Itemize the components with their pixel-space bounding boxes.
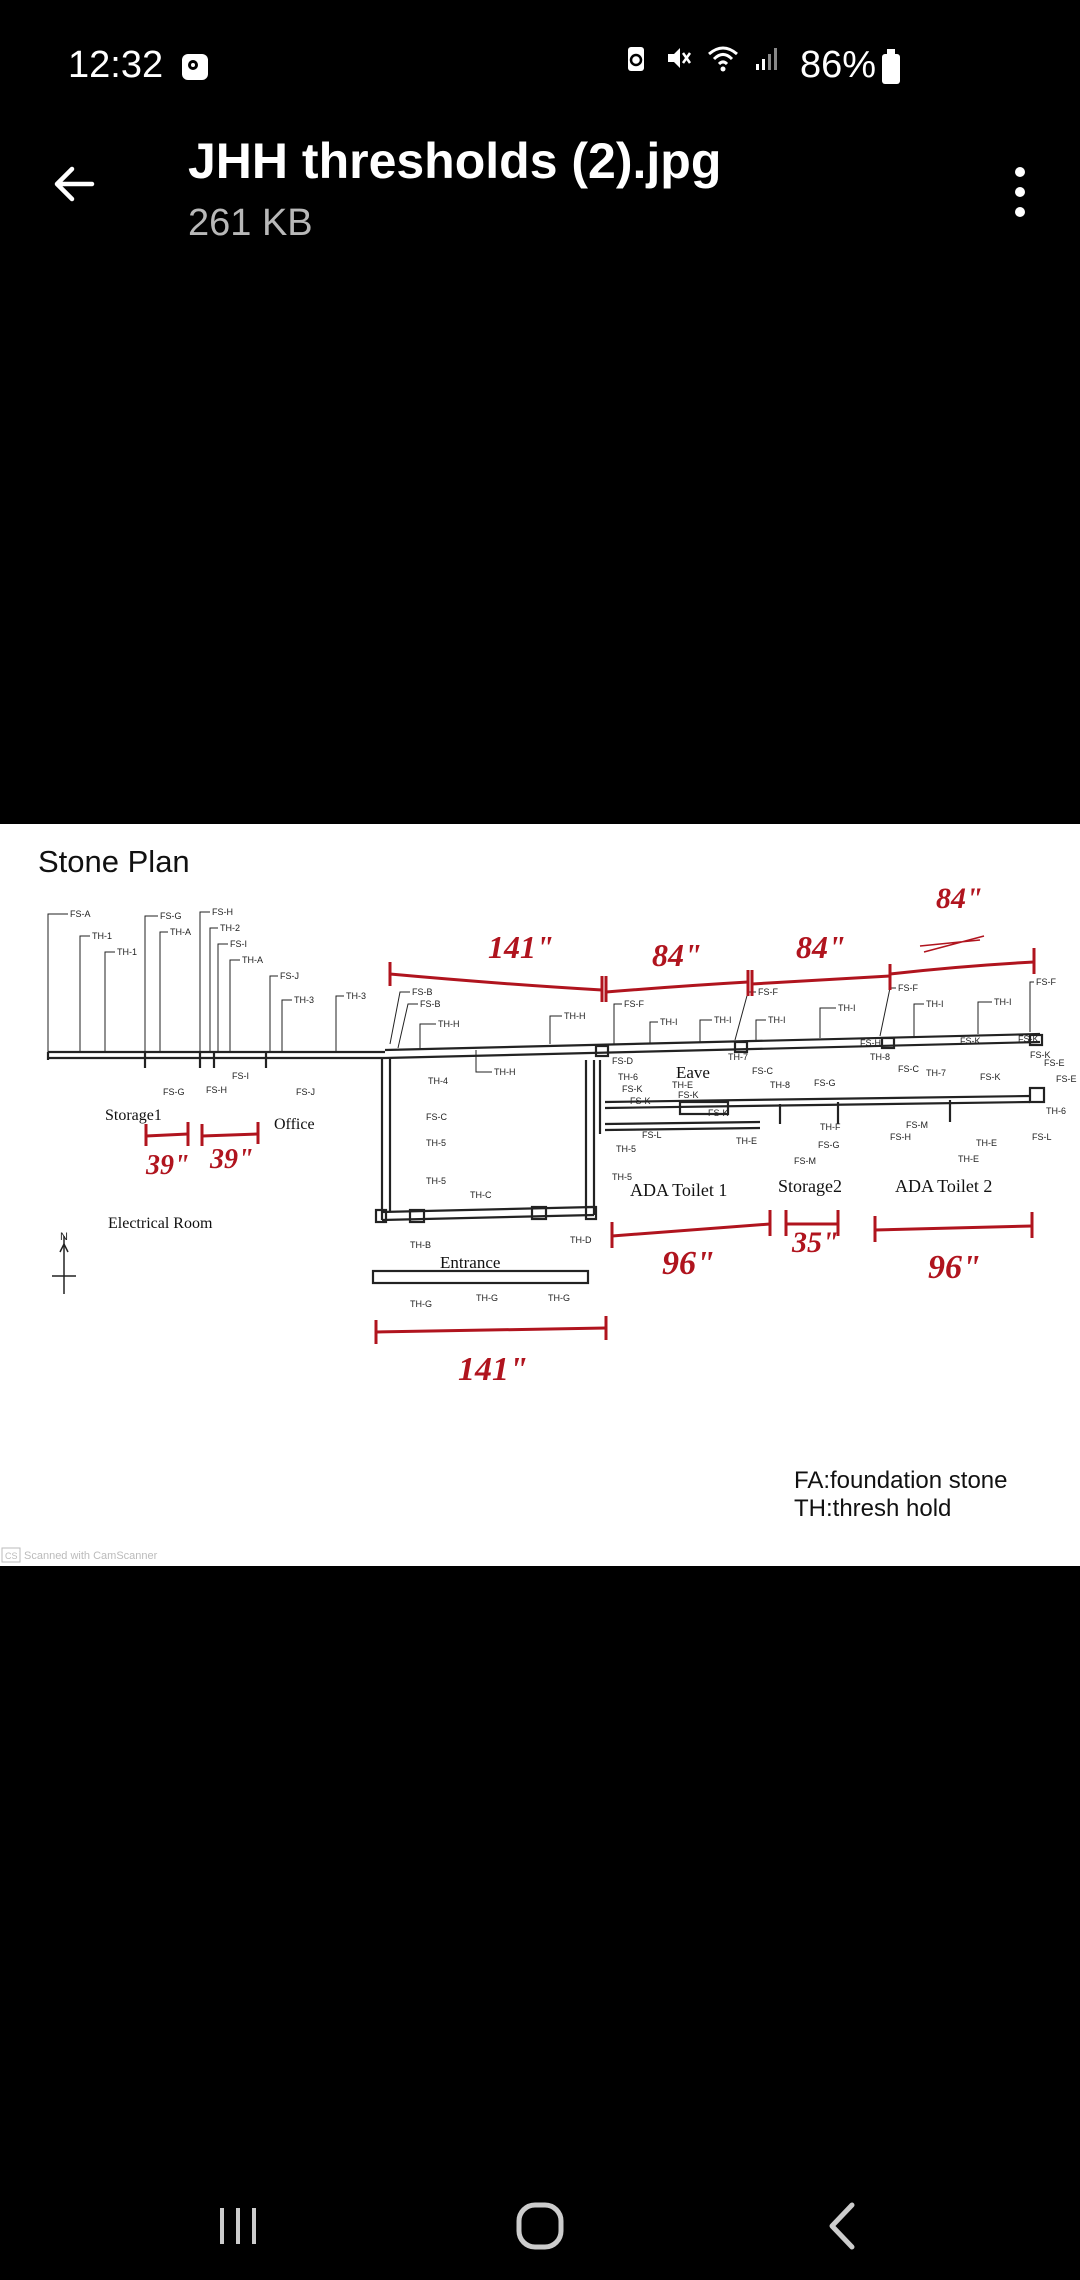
tag: TH-H	[564, 1011, 586, 1021]
tag: FS-K	[1018, 1034, 1039, 1044]
tag: FS-F	[1036, 977, 1056, 987]
tag: TH-4	[428, 1076, 448, 1086]
tag: TH-I	[768, 1015, 786, 1025]
tag: TH-A	[242, 955, 263, 965]
tag: TH-G	[548, 1293, 570, 1303]
tag: TH-A	[170, 927, 191, 937]
tag: FS-H	[212, 907, 233, 917]
tag: FS-C	[426, 1112, 447, 1122]
tag: TH-E	[976, 1138, 997, 1148]
measure-96-b: 96"	[928, 1249, 981, 1286]
tag: TH-7	[926, 1068, 946, 1078]
tag: TH-1	[92, 931, 112, 941]
measure-84-a: 84"	[652, 937, 702, 973]
home-icon	[515, 2201, 565, 2251]
signal-icon	[754, 44, 782, 72]
home-button[interactable]	[500, 2190, 580, 2262]
room-eave: Eave	[676, 1063, 710, 1082]
tag: FS-F	[898, 983, 918, 993]
tag: FS-K	[622, 1084, 643, 1094]
tag: FS-E	[1056, 1074, 1077, 1084]
tag: TH-5	[426, 1138, 446, 1148]
status-icons	[622, 44, 782, 72]
tag: TH-E	[672, 1080, 693, 1090]
tag: TH-3	[294, 995, 314, 1005]
tag: FS-J	[280, 971, 299, 981]
measure-39-b: 39"	[210, 1144, 254, 1175]
status-bar	[0, 0, 1080, 140]
measure-96-a: 96"	[662, 1245, 715, 1282]
tag: TH-F	[820, 1122, 841, 1132]
measure-35: 35"	[792, 1226, 839, 1259]
tag: FS-H	[206, 1085, 227, 1095]
room-ada-toilet-2: ADA Toilet 2	[895, 1176, 993, 1196]
room-storage2: Storage2	[778, 1176, 842, 1196]
recents-icon	[216, 2204, 260, 2248]
tag: TH-5	[426, 1176, 446, 1186]
tag: FS-K	[1030, 1050, 1051, 1060]
room-storage1: Storage1	[105, 1107, 162, 1124]
north-label: N	[60, 1231, 68, 1243]
tag: FS-H	[890, 1132, 911, 1142]
tag: TH-H	[438, 1019, 460, 1029]
tag: TH-5	[612, 1172, 632, 1182]
scanner-logo: CS	[5, 1551, 18, 1561]
file-size: 261 KB	[188, 202, 313, 244]
tag: TH-B	[410, 1240, 431, 1250]
measure-84-c: 84"	[936, 882, 983, 915]
tag: TH-I	[838, 1003, 856, 1013]
tag: FS-C	[898, 1064, 919, 1074]
tag: TH-I	[926, 999, 944, 1009]
tag: FS-G	[163, 1087, 185, 1097]
tag: TH-1	[117, 947, 137, 957]
tag: TH-G	[410, 1299, 432, 1309]
tag: FS-H	[860, 1038, 881, 1048]
tag: FS-M	[794, 1156, 816, 1166]
legend-th: TH:thresh hold	[794, 1495, 952, 1522]
app-bar	[0, 120, 1080, 260]
tag: FS-G	[818, 1140, 840, 1150]
tag: TH-8	[870, 1052, 890, 1062]
tag: FS-B	[420, 999, 441, 1009]
tag: TH-2	[220, 923, 240, 933]
file-title: JHH thresholds (2).jpg	[188, 133, 722, 189]
tag: TH-I	[714, 1015, 732, 1025]
arrow-left-icon[interactable]	[50, 160, 98, 208]
north-arrow-icon	[52, 1236, 76, 1294]
room-office: Office	[274, 1116, 315, 1133]
tag: TH-D	[570, 1235, 592, 1245]
tag: FS-K	[708, 1108, 729, 1118]
tag: TH-6	[1046, 1106, 1066, 1116]
measure-84-b: 84"	[796, 929, 846, 965]
tag: TH-I	[660, 1017, 678, 1027]
tag: TH-8	[770, 1080, 790, 1090]
tag: FS-D	[612, 1056, 633, 1066]
tag: TH-7	[728, 1052, 748, 1062]
battery-percent: 86%	[800, 44, 877, 86]
measure-39-a: 39"	[146, 1150, 190, 1181]
plan-title: Stone Plan	[38, 844, 190, 879]
tag: FS-B	[412, 987, 433, 997]
legend-fa: FA:foundation stone	[794, 1467, 1008, 1494]
measure-141-bottom: 141"	[458, 1351, 528, 1388]
image-viewer[interactable]	[0, 824, 1080, 1566]
tag: TH-E	[736, 1136, 757, 1146]
tag: FS-K	[980, 1072, 1001, 1082]
tag: FS-F	[624, 999, 644, 1009]
measure-141-top: 141"	[488, 929, 554, 965]
more-vert-icon[interactable]	[1008, 160, 1032, 224]
tag: FS-K	[678, 1090, 699, 1100]
tag: FS-G	[160, 911, 182, 921]
mute-icon	[664, 44, 692, 72]
tag: TH-5	[616, 1144, 636, 1154]
battery-icon	[882, 54, 900, 84]
back-icon	[820, 2201, 864, 2251]
tag: FS-A	[70, 909, 91, 919]
battery-saver-icon	[622, 44, 650, 72]
tag: TH-H	[494, 1067, 516, 1077]
recents-button[interactable]	[198, 2190, 278, 2262]
status-time: 12:32	[68, 44, 164, 86]
tag: FS-M	[906, 1120, 928, 1130]
tag: TH-3	[346, 991, 366, 1001]
tag: FS-I	[230, 939, 247, 949]
stone-plan-drawing	[0, 824, 1080, 1566]
room-ada-toilet-1: ADA Toilet 1	[630, 1180, 728, 1200]
tag: FS-K	[960, 1036, 981, 1046]
navigation-bar	[0, 2170, 1080, 2280]
tag: FS-E	[1044, 1058, 1065, 1068]
room-electrical: Electrical Room	[108, 1215, 213, 1232]
back-button[interactable]	[802, 2190, 882, 2262]
tag: TH-G	[476, 1293, 498, 1303]
tag: FS-J	[296, 1087, 315, 1097]
tag: FS-C	[752, 1066, 773, 1076]
wall-lines	[48, 1034, 1044, 1283]
tag: FS-F	[758, 987, 778, 997]
tag: FS-I	[232, 1071, 249, 1081]
room-entrance: Entrance	[440, 1253, 501, 1272]
tag: TH-6	[618, 1072, 638, 1082]
tag: TH-E	[958, 1154, 979, 1164]
tag: FS-L	[642, 1130, 662, 1140]
tag: TH-C	[470, 1190, 492, 1200]
tag: FS-G	[814, 1078, 836, 1088]
clock-icon	[182, 54, 208, 80]
scanner-watermark: Scanned with CamScanner	[24, 1550, 158, 1562]
tag: TH-I	[994, 997, 1012, 1007]
tag: FS-L	[1032, 1132, 1052, 1142]
tag: FS-K	[630, 1096, 651, 1106]
wifi-icon	[706, 44, 740, 72]
